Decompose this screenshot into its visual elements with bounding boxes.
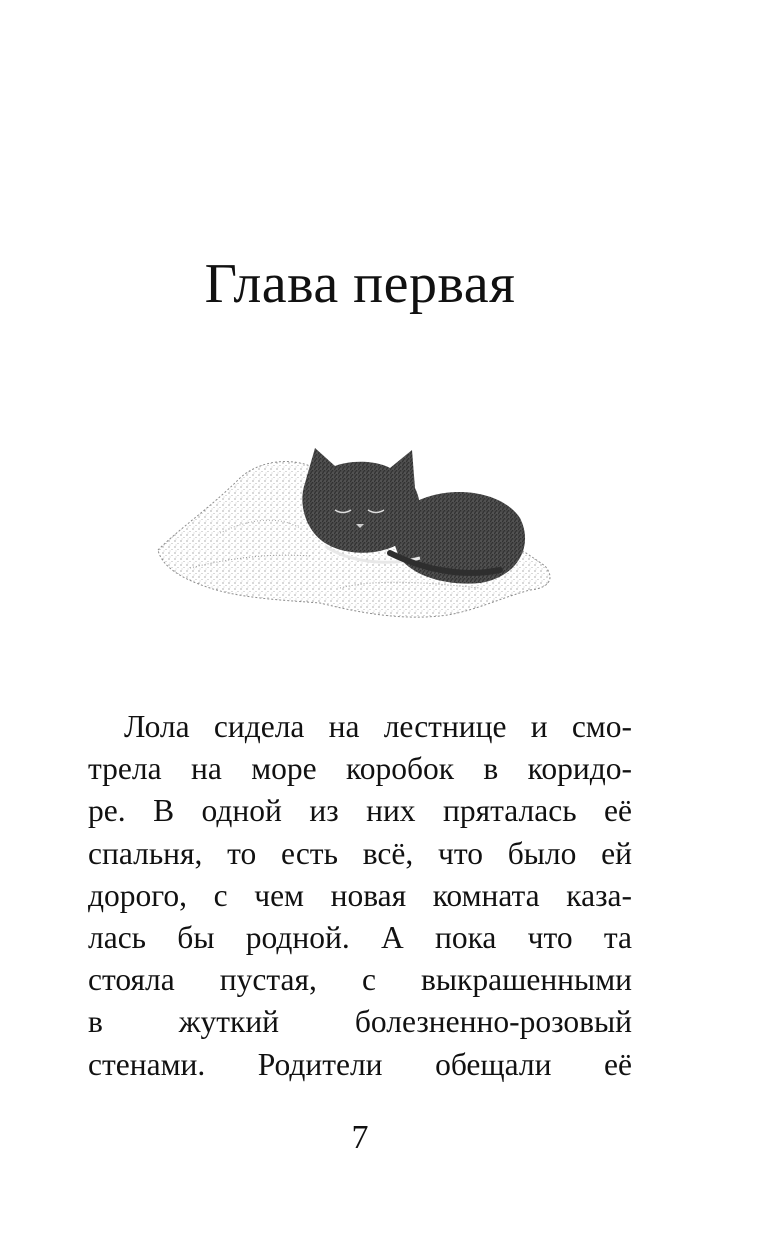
chapter-title: Глава первая — [204, 253, 516, 315]
body-line: спальня, то есть всё, что было ей — [88, 835, 632, 871]
page-number: 7 — [351, 1119, 369, 1156]
body-line: трела на море коробок в коридо- — [88, 751, 632, 787]
body-line: в жуткий болезненно-розовый — [88, 1004, 632, 1040]
body-line: стенами. Родители обещали её — [88, 1046, 632, 1082]
body-line: лась бы родной. А пока что та — [88, 919, 632, 955]
body-line: дорого, с чем новая комната каза- — [88, 877, 632, 913]
body-text — [88, 706, 632, 1086]
body-line: ре. В одной из них пряталась её — [88, 793, 632, 829]
body-line: Лола сидела на лестнице и смо- — [124, 709, 632, 744]
body-line: стояла пустая, с выкрашенными — [88, 962, 632, 998]
sleeping-kitten-illustration — [150, 438, 570, 638]
